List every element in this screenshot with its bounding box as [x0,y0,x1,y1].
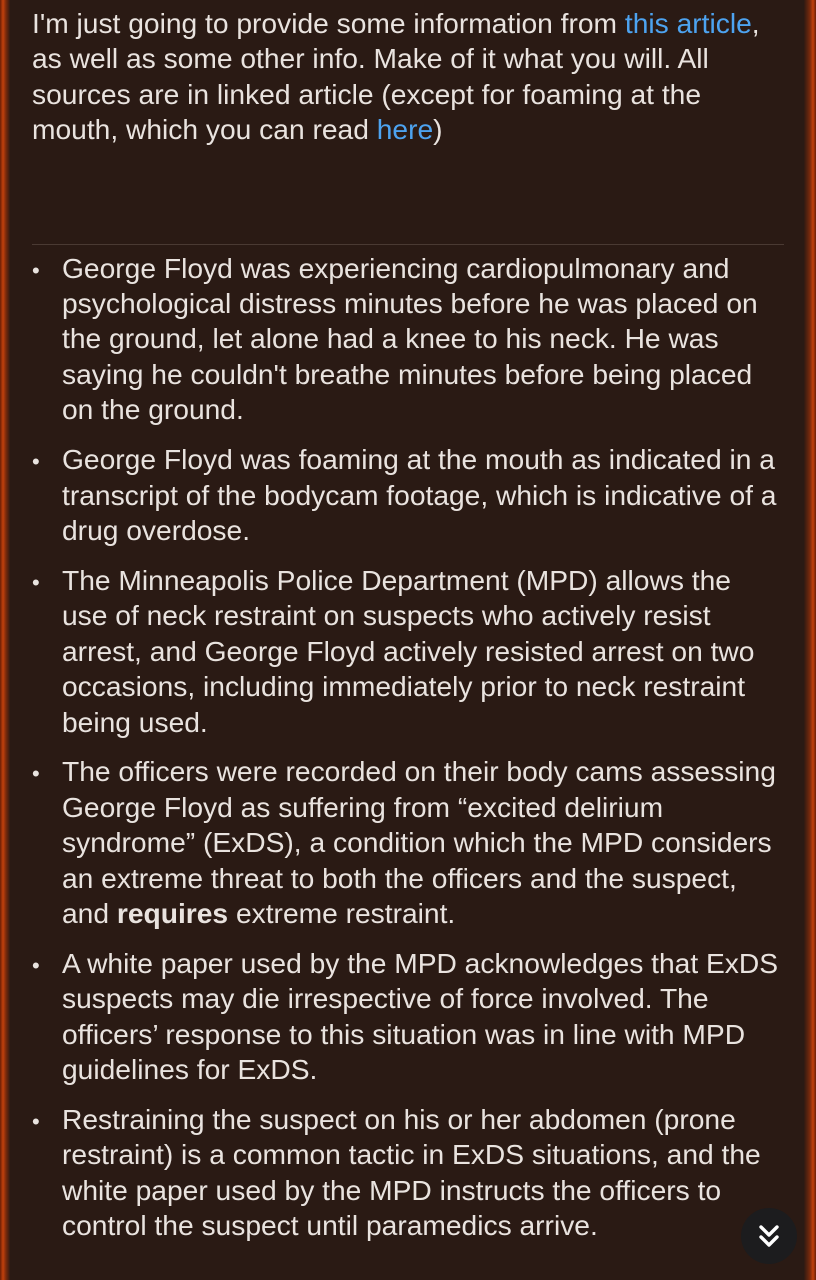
list-item [32,442,784,548]
left-edge-border [0,0,10,1280]
bullet-list [32,251,784,1244]
list-item-text: A white paper used by the MPD acknowledges that ExDS suspects may die irrespective of force involved. The officers’ response to this situation was in line with MPD guidelines for ExDS. [62,946,779,1086]
intro-paragraph [32,6,784,148]
list-item-text-end: extreme restraint. [228,897,456,930]
comment-body [32,6,784,1258]
scroll-down-button[interactable] [741,1208,797,1264]
intro-text-3: ) [433,113,443,146]
list-item [32,946,784,1088]
list-item-text: The Minneapolis Police Department (MPD) allows the use of neck restraint on suspects who actively resist arrest, and George Floyd actively resisted arrest on two occasions, including immediately prior to neck restraint being used. [62,563,755,738]
bullet-icon [32,563,46,600]
bullet-icon [32,442,46,479]
list-item-text: Restraining the suspect on his or her abdomen (prone restraint) is a common tactic in ExDS situations, and the white paper used by the MPD instructs the officers to control the suspect until paramedics arrive. [62,1103,761,1242]
bold-text: requires [116,897,229,930]
list-item-text: George Floyd was foaming at the mouth as indicated in a transcript of the bodycam footage, which is indicative of a drug overdose. [62,443,777,546]
bullet-icon [32,251,46,288]
list-item [32,1102,784,1244]
list-item-text: George Floyd was experiencing cardiopulmonary and psychological distress minutes before he was placed on the ground, let alone had a knee to his neck. He was saying he couldn't breathe minutes before being placed on the ground. [62,251,758,426]
intro-text-2: , as well as some other info. Make of it what you will. All sources are in linked article (except for foaming at the mouth, which you can read [32,7,760,146]
list-item-text: The officers were recorded on their body cams assessing George Floyd as suffering from “excited delirium syndrome” (ExDS), a condition which the MPD considers an extreme threat to both the officers and the suspect, and [62,755,776,930]
right-edge-border [804,0,816,1280]
bullet-icon [32,754,46,791]
double-chevron-down-icon [754,1221,784,1251]
bullet-icon [32,946,46,983]
list-item [32,251,784,428]
list-item [32,563,784,740]
horizontal-divider [32,244,784,245]
this-article-link[interactable]: this article [624,7,752,39]
intro-text-1: I'm just going to provide some information from [32,7,625,39]
here-link[interactable]: here [376,113,434,146]
list-item [32,754,784,931]
bullet-icon [32,1102,46,1139]
